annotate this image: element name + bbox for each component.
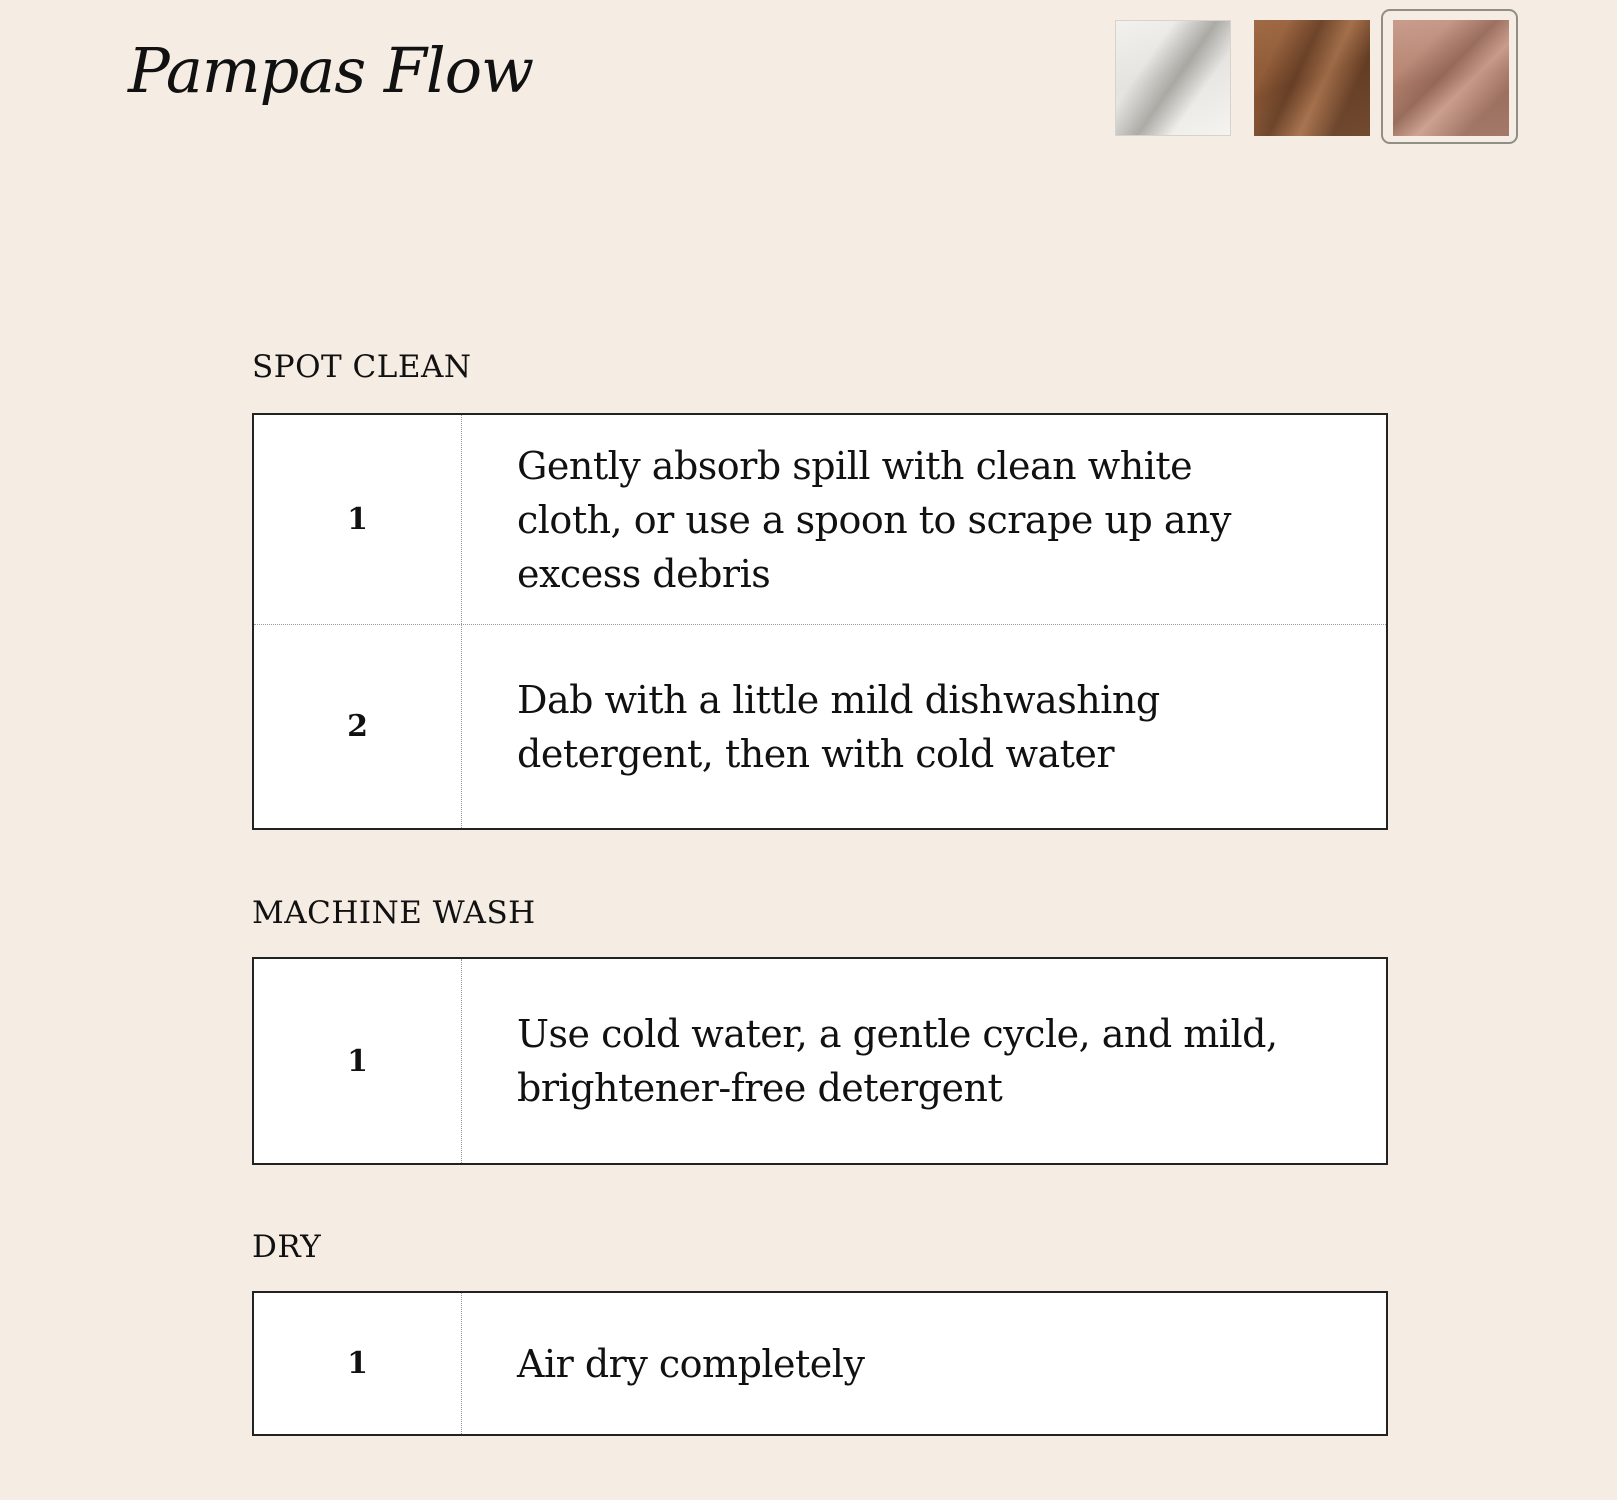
section-title-spot-clean: SPOT CLEAN (252, 349, 472, 385)
swatch-blush[interactable] (1393, 20, 1509, 136)
section-title-machine-wash: MACHINE WASH (252, 895, 536, 931)
step-number: 1 (254, 959, 462, 1163)
brand-logo[interactable]: Pampas Flow (128, 34, 534, 107)
table-row (254, 624, 1386, 828)
section-title-dry: DRY (252, 1229, 322, 1265)
table-row (254, 959, 1386, 1163)
step-text: Gently absorb spill with clean white cloth, or use a spoon to scrape up any excess debris (517, 443, 1231, 596)
dry-table (252, 1291, 1388, 1436)
machine-wash-table (252, 957, 1388, 1165)
table-row (254, 415, 1386, 624)
step-number: 1 (254, 415, 462, 624)
table-row (254, 1293, 1386, 1434)
step-text: Dab with a little mild dishwashing detergent, then with cold water (517, 677, 1160, 776)
spot-clean-table (252, 413, 1388, 830)
swatch-ivory[interactable] (1115, 20, 1231, 136)
step-number: 2 (254, 625, 462, 828)
step-text: Use cold water, a gentle cycle, and mild, brightener-free detergent (517, 1012, 1278, 1110)
step-number: 1 (254, 1293, 462, 1434)
step-text: Air dry completely (517, 1341, 865, 1386)
swatch-cocoa[interactable] (1254, 20, 1370, 136)
